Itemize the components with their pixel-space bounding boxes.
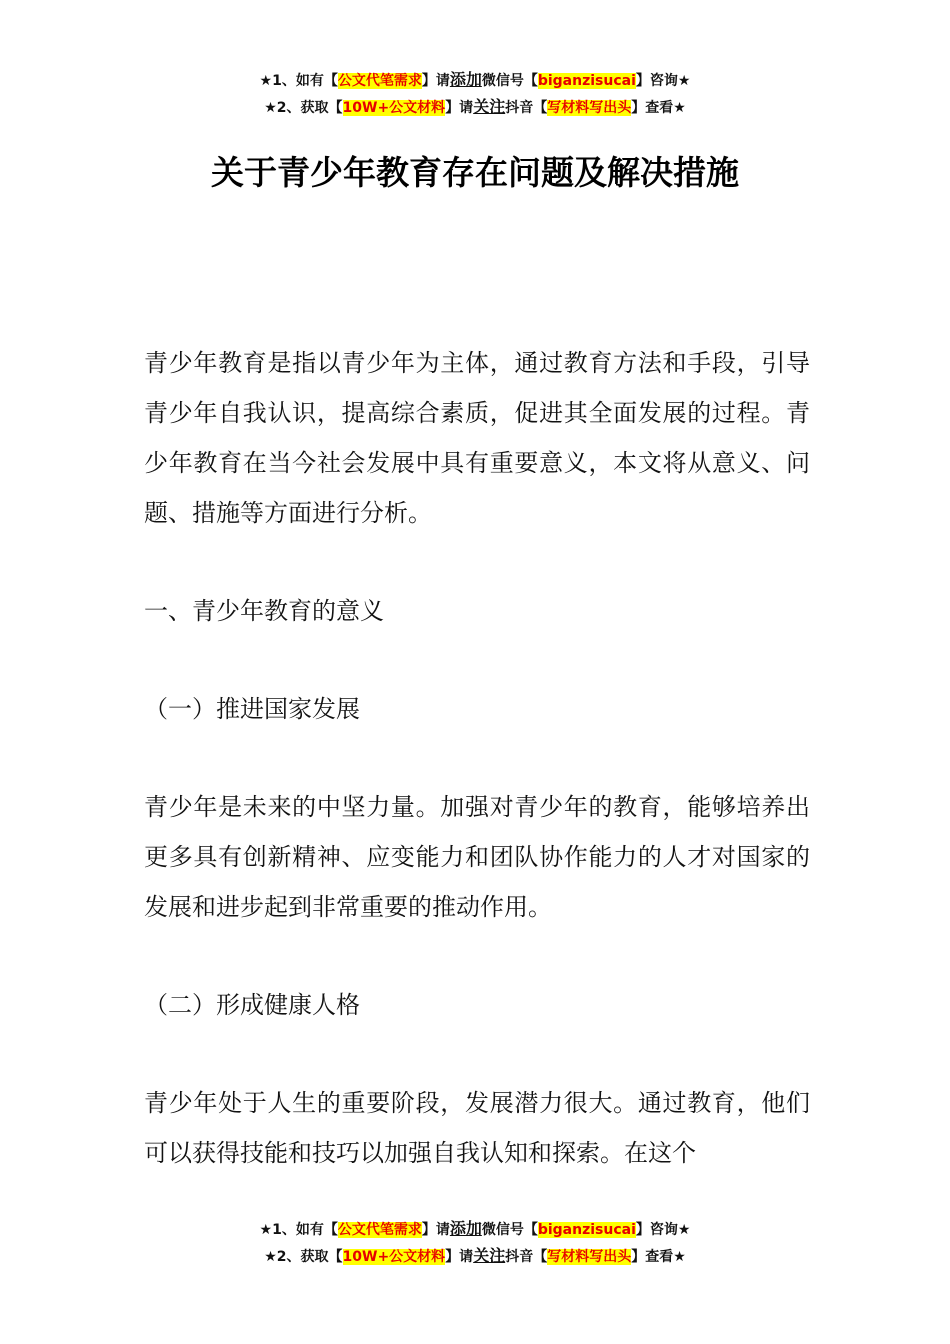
- promo-highlight: biganzisucai: [537, 73, 636, 89]
- subsection-heading-1: （一）推进国家发展: [144, 695, 360, 723]
- promo-line-2: [0, 94, 950, 121]
- document-title: 关于青少年教育存在问题及解决措施: [211, 153, 739, 192]
- promo-line-1: [0, 67, 950, 94]
- promo-text: 抖音【: [505, 1249, 548, 1265]
- promo-text: 】请: [421, 73, 450, 89]
- document-body: [144, 338, 810, 1226]
- promo-highlight: 公文代笔需求: [337, 73, 422, 89]
- promo-text: ★1、如有【: [259, 1222, 338, 1238]
- promo-text: 】咨询★: [635, 73, 691, 89]
- promo-emphasis: 添加: [449, 1219, 482, 1238]
- promo-text: 】咨询★: [635, 1222, 691, 1238]
- section-heading-1: 一、青少年教育的意义: [144, 597, 384, 625]
- promo-text: ★2、获取【: [264, 1249, 343, 1265]
- promo-text: 微信号【: [481, 1222, 538, 1238]
- promo-text: 】请: [445, 100, 474, 116]
- promo-text: 】请: [445, 1249, 474, 1265]
- promo-highlight: biganzisucai: [537, 1222, 636, 1238]
- promo-highlight: 写材料写出头: [547, 1249, 632, 1265]
- subsection-heading-2: （二）形成健康人格: [144, 991, 360, 1019]
- promo-emphasis: 添加: [449, 70, 482, 89]
- promo-text: 】查看★: [631, 100, 686, 116]
- promo-line-1: [0, 1216, 950, 1243]
- promo-emphasis: 关注: [473, 1246, 506, 1265]
- body-paragraph: 青少年处于人生的重要阶段，发展潜力很大。通过教育，他们可以获得技能和技巧以加强自我认知和探索。在这个: [144, 1089, 810, 1167]
- promo-banner-bottom: [0, 1216, 950, 1270]
- promo-emphasis: 关注: [473, 97, 506, 116]
- promo-text: ★2、获取【: [264, 100, 343, 116]
- promo-line-2: [0, 1243, 950, 1270]
- promo-highlight: 10W+公文材料: [342, 1249, 446, 1265]
- promo-text: 抖音【: [505, 100, 548, 116]
- promo-text: 】查看★: [631, 1249, 686, 1265]
- promo-banner-top: [0, 67, 950, 121]
- promo-text: 】请: [421, 1222, 450, 1238]
- body-paragraph: 青少年是未来的中坚力量。加强对青少年的教育，能够培养出更多具有创新精神、应变能力和团队协作能力的人才对国家的发展和进步起到非常重要的推动作用。: [144, 793, 810, 921]
- promo-text: ★1、如有【: [259, 73, 338, 89]
- intro-paragraph: 青少年教育是指以青少年为主体，通过教育方法和手段，引导青少年自我认识，提高综合素质，促进其全面发展的过程。青少年教育在当今社会发展中具有重要意义，本文将从意义、问题、措施等方面进行分析。: [144, 349, 810, 527]
- promo-highlight: 10W+公文材料: [342, 100, 446, 116]
- promo-highlight: 写材料写出头: [547, 100, 632, 116]
- promo-text: 微信号【: [481, 73, 538, 89]
- promo-highlight: 公文代笔需求: [337, 1222, 422, 1238]
